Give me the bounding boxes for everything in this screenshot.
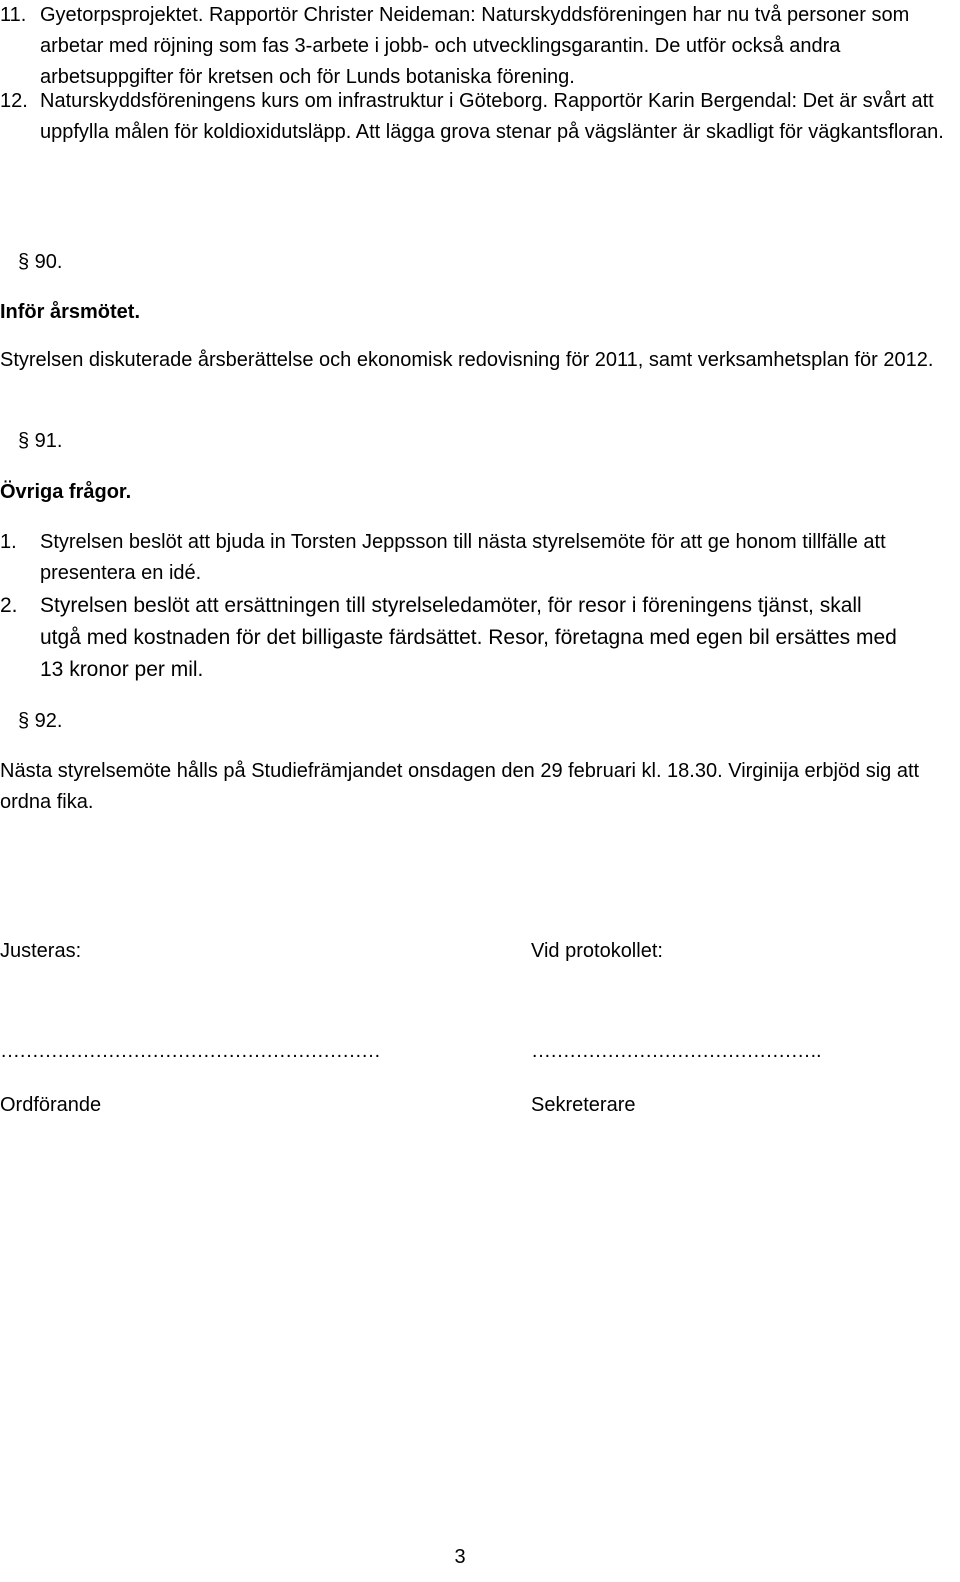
list-item-number: 2. [0,594,18,617]
section-heading: Inför årsmötet. [0,301,141,323]
list-item-text: Styrelsen beslöt att bjuda in Torsten Jeppsson till nästa styrelsemöte för att ge honom tillfälle att presentera en idé. [40,531,886,584]
section-heading: Övriga frågor. [0,481,132,503]
signature-line-left: …………………………………………………… [0,1040,380,1062]
page-number: 3 [454,1546,466,1568]
signature-role-right: Sekreterare [531,1094,636,1116]
signature-role-left: Ordförande [0,1094,102,1116]
signature-label-left: Justeras: [0,940,82,962]
list-item-text: Styrelsen beslöt att ersättningen till styrelseledamöter, för resor i föreningens tjänst, skall utgå med kostnaden för det billigaste färdsättet. Resor, företagna med egen bil ersättes med 13 kronor per mil. [40,594,897,681]
list-item-number: 1. [0,531,17,553]
signature-line-right: ………………………………………. [531,1040,821,1062]
list-item-text: Gyetorpsprojektet. Rapportör Christer Neideman: Naturskyddsföreningen har nu två personer som arbetar med röjning som fas 3-arbete i jobb- och utvecklingsgarantin. De utför också andra arbetsuppgifter för kretsen och för Lunds botaniska förening. [40,4,910,88]
section-number: § 90. [18,251,63,273]
signature-label-right: Vid protokollet: [531,940,663,962]
list-item-number: 12. [0,90,28,112]
section-body: Nästa styrelsemöte hålls på Studiefrämjandet onsdagen den 29 februari kl. 18.30. Virginija erbjöd sig att ordna fika. [0,760,920,813]
list-item-number: 11. [0,4,27,26]
list-item-text: Naturskyddsföreningens kurs om infrastruktur i Göteborg. Rapportör Karin Bergendal: Det är svårt att uppfylla målen för koldioxidutsläpp. Att lägga grova stenar på vägslänter är skadligt för vägkantsfloran. [40,90,944,143]
section-number: § 92. [18,710,63,732]
section-number: § 91. [18,430,63,452]
section-body: Styrelsen diskuterade årsberättelse och ekonomisk redovisning för 2011, samt verksamhetsplan för 2012. [0,349,934,371]
